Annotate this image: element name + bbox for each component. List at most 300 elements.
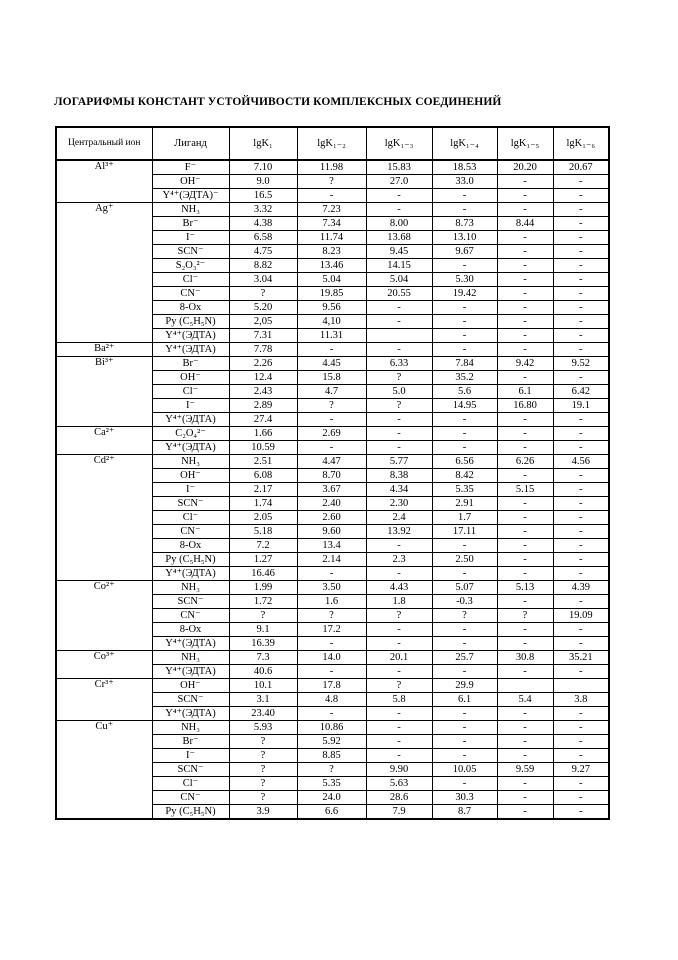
value-cell: 5.35: [432, 483, 497, 497]
column-header: lgK₁₋₂: [297, 127, 366, 160]
value-cell: 33.0: [432, 175, 497, 189]
ligand-cell: OH⁻: [152, 175, 229, 189]
value-cell: ?: [229, 791, 297, 805]
value-cell: 1.6: [297, 595, 366, 609]
value-cell: -: [497, 525, 553, 539]
value-cell: 27.4: [229, 413, 297, 427]
value-cell: 2.69: [297, 427, 366, 441]
value-cell: 35.2: [432, 371, 497, 385]
table-row: [56, 160, 609, 175]
value-cell: -: [366, 301, 432, 315]
value-cell: 9.52: [553, 357, 609, 371]
value-cell: -: [553, 217, 609, 231]
value-cell: -: [497, 567, 553, 581]
value-cell: 9.59: [497, 763, 553, 777]
value-cell: -: [497, 259, 553, 273]
value-cell: 16.5: [229, 189, 297, 203]
value-cell: 8.82: [229, 259, 297, 273]
value-cell: 5.77: [366, 455, 432, 469]
ligand-cell: Cl⁻: [152, 511, 229, 525]
value-cell: 2.91: [432, 497, 497, 511]
value-cell: 6.42: [553, 385, 609, 399]
value-cell: 4.47: [297, 455, 366, 469]
value-cell: -: [432, 343, 497, 357]
ligand-cell: 8-Ox: [152, 623, 229, 637]
value-cell: 6.6: [297, 805, 366, 820]
value-cell: 11.98: [297, 160, 366, 175]
value-cell: 20.1: [366, 651, 432, 665]
value-cell: -: [366, 203, 432, 217]
value-cell: 20.20: [497, 160, 553, 175]
value-cell: 7.10: [229, 160, 297, 175]
value-cell: 6.33: [366, 357, 432, 371]
value-cell: -: [497, 301, 553, 315]
value-cell: -: [366, 343, 432, 357]
value-cell: 27.0: [366, 175, 432, 189]
value-cell: -: [432, 539, 497, 553]
value-cell: -: [497, 637, 553, 651]
value-cell: -: [366, 637, 432, 651]
value-cell: 2.3: [366, 553, 432, 567]
value-cell: ?: [297, 609, 366, 623]
value-cell: -: [432, 315, 497, 329]
value-cell: -: [553, 483, 609, 497]
central-ion-cell: Cd²⁺: [56, 455, 152, 581]
value-cell: 4.43: [366, 581, 432, 595]
value-cell: 5.13: [497, 581, 553, 595]
value-cell: -: [553, 231, 609, 245]
value-cell: 5.35: [297, 777, 366, 791]
value-cell: 5.30: [432, 273, 497, 287]
value-cell: -: [553, 497, 609, 511]
value-cell: 1.74: [229, 497, 297, 511]
value-cell: -: [432, 637, 497, 651]
value-cell: -: [497, 245, 553, 259]
value-cell: -: [553, 539, 609, 553]
value-cell: -: [497, 805, 553, 820]
table-row: [56, 427, 609, 441]
column-header: Центральный ион: [56, 127, 152, 160]
value-cell: -: [553, 245, 609, 259]
central-ion-cell: Cr³⁺: [56, 679, 152, 721]
value-cell: 7.34: [297, 217, 366, 231]
value-cell: -: [553, 203, 609, 217]
value-cell: -: [366, 735, 432, 749]
value-cell: 8.44: [497, 217, 553, 231]
value-cell: 4.39: [553, 581, 609, 595]
value-cell: ?: [366, 371, 432, 385]
value-cell: 5.63: [366, 777, 432, 791]
value-cell: 5.04: [297, 273, 366, 287]
value-cell: 8.85: [297, 749, 366, 763]
value-cell: 8.42: [432, 469, 497, 483]
value-cell: 3.50: [297, 581, 366, 595]
value-cell: 7.23: [297, 203, 366, 217]
value-cell: -: [432, 301, 497, 315]
value-cell: -: [297, 665, 366, 679]
value-cell: 16.39: [229, 637, 297, 651]
value-cell: -: [366, 441, 432, 455]
value-cell: 19.09: [553, 609, 609, 623]
ligand-cell: Cl⁻: [152, 273, 229, 287]
value-cell: -: [553, 567, 609, 581]
value-cell: ?: [366, 679, 432, 693]
value-cell: 40.6: [229, 665, 297, 679]
value-cell: -: [497, 777, 553, 791]
value-cell: -: [297, 413, 366, 427]
value-cell: 20.55: [366, 287, 432, 301]
value-cell: 5.8: [366, 693, 432, 707]
value-cell: 10.59: [229, 441, 297, 455]
value-cell: 17.8: [297, 679, 366, 693]
ligand-cell: SCN⁻: [152, 245, 229, 259]
table-row: [56, 721, 609, 735]
ligand-cell: Y⁴⁺(ЭДТА): [152, 637, 229, 651]
value-cell: 1.7: [432, 511, 497, 525]
value-cell: 24.0: [297, 791, 366, 805]
value-cell: 8.7: [432, 805, 497, 820]
value-cell: -: [432, 203, 497, 217]
ligand-cell: SCN⁻: [152, 693, 229, 707]
value-cell: ?: [297, 175, 366, 189]
ligand-cell: Y⁴⁺(ЭДТА): [152, 413, 229, 427]
value-cell: -: [432, 441, 497, 455]
value-cell: 19.42: [432, 287, 497, 301]
value-cell: 2.43: [229, 385, 297, 399]
ligand-cell: Br⁻: [152, 217, 229, 231]
value-cell: 5.0: [366, 385, 432, 399]
central-ion-cell: Bi³⁺: [56, 357, 152, 427]
value-cell: -: [497, 203, 553, 217]
value-cell: 9.90: [366, 763, 432, 777]
value-cell: 3.67: [297, 483, 366, 497]
value-cell: 7.2: [229, 539, 297, 553]
value-cell: -: [553, 189, 609, 203]
table-row: [56, 203, 609, 217]
ligand-cell: Y⁴⁺(ЭДТА)⁻: [152, 189, 229, 203]
value-cell: -: [553, 301, 609, 315]
value-cell: 4.34: [366, 483, 432, 497]
ligand-cell: SCN⁻: [152, 497, 229, 511]
value-cell: -: [432, 777, 497, 791]
value-cell: 3.1: [229, 693, 297, 707]
value-cell: -: [553, 427, 609, 441]
value-cell: 6.56: [432, 455, 497, 469]
value-cell: 2.30: [366, 497, 432, 511]
value-cell: -: [553, 441, 609, 455]
value-cell: 4.38: [229, 217, 297, 231]
value-cell: ?: [432, 609, 497, 623]
value-cell: 1.8: [366, 595, 432, 609]
value-cell: 7.31: [229, 329, 297, 343]
value-cell: -: [553, 315, 609, 329]
value-cell: -: [497, 511, 553, 525]
value-cell: 10.05: [432, 763, 497, 777]
value-cell: -: [432, 623, 497, 637]
value-cell: 9.27: [553, 763, 609, 777]
value-cell: -: [553, 665, 609, 679]
table-header-row: [56, 127, 609, 160]
value-cell: -: [553, 623, 609, 637]
value-cell: 6.26: [497, 455, 553, 469]
ligand-cell: Py (C₅H₅N): [152, 315, 229, 329]
value-cell: -: [497, 175, 553, 189]
table-row: [56, 581, 609, 595]
value-cell: -: [497, 735, 553, 749]
central-ion-cell: Co²⁺: [56, 581, 152, 651]
stability-constants-table: [55, 126, 610, 820]
value-cell: -: [432, 259, 497, 273]
value-cell: 29.9: [432, 679, 497, 693]
value-cell: 30.8: [497, 651, 553, 665]
value-cell: -: [553, 525, 609, 539]
value-cell: 9.60: [297, 525, 366, 539]
value-cell: ?: [229, 763, 297, 777]
value-cell: 2.14: [297, 553, 366, 567]
value-cell: 8.00: [366, 217, 432, 231]
ligand-cell: Y⁴⁺(ЭДТА): [152, 329, 229, 343]
value-cell: -: [366, 427, 432, 441]
table-row: [56, 357, 609, 371]
value-cell: -: [432, 749, 497, 763]
value-cell: -: [366, 189, 432, 203]
value-cell: ?: [229, 777, 297, 791]
value-cell: -: [553, 511, 609, 525]
value-cell: -: [432, 707, 497, 721]
value-cell: ?: [497, 609, 553, 623]
value-cell: -: [497, 413, 553, 427]
value-cell: 2.60: [297, 511, 366, 525]
value-cell: 2.51: [229, 455, 297, 469]
value-cell: ?: [229, 609, 297, 623]
table-row: [56, 343, 609, 357]
value-cell: -: [297, 637, 366, 651]
value-cell: -: [553, 413, 609, 427]
value-cell: 14.95: [432, 399, 497, 413]
value-cell: [366, 329, 432, 343]
value-cell: 5.6: [432, 385, 497, 399]
value-cell: -: [366, 721, 432, 735]
ligand-cell: NH₃: [152, 721, 229, 735]
value-cell: 11.31: [297, 329, 366, 343]
ligand-cell: I⁻: [152, 399, 229, 413]
value-cell: 6.1: [432, 693, 497, 707]
value-cell: -: [497, 749, 553, 763]
value-cell: 13.92: [366, 525, 432, 539]
ligand-cell: OH⁻: [152, 469, 229, 483]
value-cell: 9.0: [229, 175, 297, 189]
value-cell: -: [366, 707, 432, 721]
ligand-cell: SCN⁻: [152, 763, 229, 777]
value-cell: 5.04: [366, 273, 432, 287]
central-ion-cell: Co³⁺: [56, 651, 152, 679]
value-cell: -: [553, 637, 609, 651]
ligand-cell: SCN⁻: [152, 595, 229, 609]
column-header: lgK₁₋₆: [553, 127, 609, 160]
table-row: [56, 455, 609, 469]
value-cell: 2.05: [229, 511, 297, 525]
value-cell: 5.93: [229, 721, 297, 735]
ligand-cell: Cl⁻: [152, 385, 229, 399]
central-ion-cell: Ag⁺: [56, 203, 152, 343]
value-cell: -: [366, 665, 432, 679]
ligand-cell: Y⁴⁺(ЭДТА): [152, 665, 229, 679]
value-cell: 3.9: [229, 805, 297, 820]
value-cell: 9.42: [497, 357, 553, 371]
value-cell: 2.89: [229, 399, 297, 413]
value-cell: 19.85: [297, 287, 366, 301]
value-cell: 17.11: [432, 525, 497, 539]
value-cell: 4.75: [229, 245, 297, 259]
value-cell: -: [553, 343, 609, 357]
value-cell: 7.9: [366, 805, 432, 820]
value-cell: 8.23: [297, 245, 366, 259]
value-cell: -: [553, 595, 609, 609]
ligand-cell: 8-Ox: [152, 301, 229, 315]
value-cell: 10.1: [229, 679, 297, 693]
value-cell: 2.17: [229, 483, 297, 497]
value-cell: -0.3: [432, 595, 497, 609]
ligand-cell: Y⁴⁺(ЭДТА): [152, 567, 229, 581]
value-cell: 4.56: [553, 455, 609, 469]
table-row: [56, 679, 609, 693]
value-cell: 5.20: [229, 301, 297, 315]
value-cell: -: [497, 665, 553, 679]
value-cell: -: [432, 721, 497, 735]
value-cell: -: [297, 441, 366, 455]
value-cell: 1.66: [229, 427, 297, 441]
ligand-cell: S₂O₃²⁻: [152, 259, 229, 273]
central-ion-cell: Cu⁺: [56, 721, 152, 820]
value-cell: 9.56: [297, 301, 366, 315]
column-header: lgK₁₋₃: [366, 127, 432, 160]
ligand-cell: Br⁻: [152, 357, 229, 371]
value-cell: -: [432, 189, 497, 203]
value-cell: 23.40: [229, 707, 297, 721]
ligand-cell: OH⁻: [152, 371, 229, 385]
value-cell: 6.58: [229, 231, 297, 245]
value-cell: -: [497, 441, 553, 455]
ligand-cell: C₂O₄²⁻: [152, 427, 229, 441]
value-cell: -: [497, 553, 553, 567]
value-cell: -: [297, 189, 366, 203]
ligand-cell: OH⁻: [152, 679, 229, 693]
value-cell: 1.99: [229, 581, 297, 595]
value-cell: 30.3: [432, 791, 497, 805]
value-cell: 2.26: [229, 357, 297, 371]
value-cell: -: [497, 595, 553, 609]
value-cell: 8.38: [366, 469, 432, 483]
value-cell: -: [553, 287, 609, 301]
ligand-cell: NH₃: [152, 203, 229, 217]
value-cell: -: [366, 539, 432, 553]
column-header: lgK₁: [229, 127, 297, 160]
value-cell: 6.08: [229, 469, 297, 483]
value-cell: 14.0: [297, 651, 366, 665]
value-cell: 2.40: [297, 497, 366, 511]
value-cell: 10.86: [297, 721, 366, 735]
ligand-cell: CN⁻: [152, 609, 229, 623]
value-cell: -: [432, 567, 497, 581]
value-cell: -: [553, 469, 609, 483]
central-ion-cell: Ca²⁺: [56, 427, 152, 455]
value-cell: 4,10: [297, 315, 366, 329]
value-cell: 16.46: [229, 567, 297, 581]
value-cell: -: [366, 567, 432, 581]
value-cell: -: [497, 721, 553, 735]
value-cell: 28.6: [366, 791, 432, 805]
value-cell: -: [297, 707, 366, 721]
value-cell: -: [297, 567, 366, 581]
value-cell: 3.8: [553, 693, 609, 707]
value-cell: -: [432, 665, 497, 679]
value-cell: -: [497, 539, 553, 553]
value-cell: 9.45: [366, 245, 432, 259]
value-cell: 16.80: [497, 399, 553, 413]
value-cell: -: [432, 413, 497, 427]
value-cell: 8.73: [432, 217, 497, 231]
value-cell: 35.21: [553, 651, 609, 665]
value-cell: 7.78: [229, 343, 297, 357]
value-cell: -: [497, 371, 553, 385]
value-cell: -: [553, 273, 609, 287]
ligand-cell: Y⁴⁺(ЭДТА): [152, 343, 229, 357]
value-cell: 1.27: [229, 553, 297, 567]
ligand-cell: Y⁴⁺(ЭДТА): [152, 441, 229, 455]
value-cell: 13.46: [297, 259, 366, 273]
value-cell: 4.45: [297, 357, 366, 371]
value-cell: 4.7: [297, 385, 366, 399]
value-cell: -: [553, 777, 609, 791]
ligand-cell: NH₃: [152, 581, 229, 595]
column-header: lgK₁₋₄: [432, 127, 497, 160]
value-cell: 2.4: [366, 511, 432, 525]
table-body: [56, 160, 609, 819]
value-cell: -: [432, 329, 497, 343]
value-cell: ?: [229, 749, 297, 763]
value-cell: -: [497, 273, 553, 287]
ligand-cell: CN⁻: [152, 287, 229, 301]
value-cell: -: [497, 343, 553, 357]
value-cell: -: [497, 315, 553, 329]
value-cell: 13.10: [432, 231, 497, 245]
value-cell: -: [553, 805, 609, 820]
value-cell: 2,05: [229, 315, 297, 329]
value-cell: 17.2: [297, 623, 366, 637]
value-cell: 6.1: [497, 385, 553, 399]
ligand-cell: F⁻: [152, 160, 229, 175]
value-cell: ?: [229, 735, 297, 749]
ligand-cell: CN⁻: [152, 525, 229, 539]
value-cell: 13.4: [297, 539, 366, 553]
value-cell: -: [297, 343, 366, 357]
value-cell: [553, 679, 609, 693]
value-cell: -: [553, 707, 609, 721]
ligand-cell: Py (C₅H₅N): [152, 553, 229, 567]
ligand-cell: I⁻: [152, 483, 229, 497]
column-header: Лиганд: [152, 127, 229, 160]
value-cell: -: [553, 553, 609, 567]
value-cell: -: [553, 749, 609, 763]
ligand-cell: Py (C₅H₅N): [152, 805, 229, 820]
value-cell: 3.32: [229, 203, 297, 217]
value-cell: 9.67: [432, 245, 497, 259]
value-cell: -: [497, 189, 553, 203]
ligand-cell: 8-Ox: [152, 539, 229, 553]
value-cell: -: [497, 231, 553, 245]
value-cell: -: [497, 707, 553, 721]
value-cell: 18.53: [432, 160, 497, 175]
